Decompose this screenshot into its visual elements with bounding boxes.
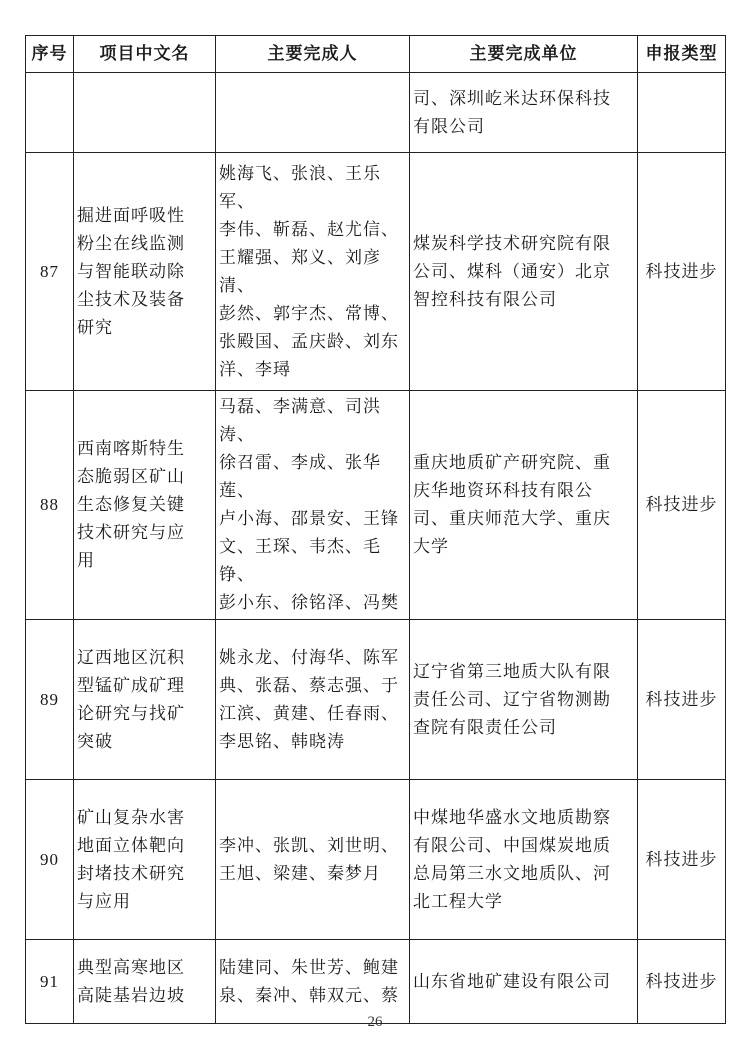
table-row	[26, 153, 726, 391]
row-application-type: 科技进步	[638, 620, 726, 780]
project-name-text: 矿山复杂水害 地面立体靶向 封堵技术研究 与应用	[77, 807, 185, 912]
row-contributors	[216, 391, 410, 620]
row-project-name	[74, 391, 216, 620]
row-units	[410, 620, 638, 780]
awards-table	[25, 35, 726, 1024]
contributors-text: 马磊、李满意、司洪涛、 徐召雷、李成、张华莲、 卢小海、邵景安、王锋 文、王琛、韦杰、毛铮、 彭小东、徐铭泽、冯樊	[219, 397, 399, 613]
units-text: 司、深圳屹米达环保科技 有限公司	[413, 88, 611, 137]
row-application-type: 科技进步	[638, 153, 726, 391]
row-application-type: 科技进步	[638, 940, 726, 1024]
header-project-name: 项目中文名	[74, 36, 216, 73]
table-row	[26, 940, 726, 1024]
row-project-name	[74, 153, 216, 391]
row-project-name	[74, 620, 216, 780]
project-name-text: 西南喀斯特生 态脆弱区矿山 生态修复关键 技术研究与应 用	[77, 439, 185, 571]
row-contributors	[216, 620, 410, 780]
row-serial-number: 87	[26, 153, 74, 391]
contributors-text: 姚海飞、张浪、王乐军、 李伟、靳磊、赵尤信、 王耀强、郑义、刘彦清、 彭然、郭宇杰、常博、 张殿国、孟庆龄、刘东 洋、李璕	[219, 163, 399, 380]
row-project-name	[74, 73, 216, 153]
table-row	[26, 391, 726, 620]
header-row	[26, 36, 726, 73]
row-project-name	[74, 780, 216, 940]
row-units	[410, 73, 638, 153]
row-serial-number: 89	[26, 620, 74, 780]
row-serial-number: 90	[26, 780, 74, 940]
row-serial-number: 88	[26, 391, 74, 620]
header-main-units: 主要完成单位	[410, 36, 638, 73]
table-header	[26, 36, 726, 73]
units-text: 中煤地华盛水文地质勘察 有限公司、中国煤炭地质 总局第三水文地质队、河 北工程大学	[413, 807, 611, 912]
row-units	[410, 153, 638, 391]
project-name-text: 典型高寒地区 高陡基岩边坡	[77, 957, 185, 1006]
row-contributors	[216, 780, 410, 940]
row-units	[410, 391, 638, 620]
header-serial-number: 序号	[26, 36, 74, 73]
table-row	[26, 620, 726, 780]
units-text: 煤炭科学技术研究院有限 公司、煤科（通安）北京 智控科技有限公司	[413, 233, 611, 310]
project-name-text: 辽西地区沉积 型锰矿成矿理 论研究与找矿 突破	[77, 647, 185, 752]
header-main-contributors: 主要完成人	[216, 36, 410, 73]
row-application-type	[638, 73, 726, 153]
row-serial-number	[26, 73, 74, 153]
contributors-text: 姚永龙、付海华、陈军 典、张磊、蔡志强、于 江滨、黄建、任春雨、 李思铭、韩晓涛	[219, 647, 399, 752]
table-row	[26, 780, 726, 940]
row-application-type: 科技进步	[638, 780, 726, 940]
contributors-text: 陆建同、朱世芳、鲍建 泉、秦冲、韩双元、蔡	[219, 957, 399, 1006]
row-units	[410, 780, 638, 940]
row-contributors	[216, 153, 410, 391]
units-text: 重庆地质矿产研究院、重 庆华地资环科技有限公 司、重庆师范大学、重庆 大学	[413, 453, 611, 557]
row-contributors	[216, 940, 410, 1024]
page-number: 26	[367, 1014, 383, 1030]
project-name-text: 掘进面呼吸性 粉尘在线监测 与智能联动除 尘技术及装备 研究	[77, 205, 185, 338]
header-application-type: 申报类型	[638, 36, 726, 73]
row-application-type: 科技进步	[638, 391, 726, 620]
row-units	[410, 940, 638, 1024]
contributors-text: 李冲、张凯、刘世明、 王旭、梁建、秦梦月	[219, 835, 399, 884]
row-serial-number: 91	[26, 940, 74, 1024]
row-contributors	[216, 73, 410, 153]
table-row	[26, 73, 726, 153]
row-project-name	[74, 940, 216, 1024]
units-text: 辽宁省第三地质大队有限 责任公司、辽宁省物测勘 查院有限责任公司	[413, 661, 611, 738]
units-text: 山东省地矿建设有限公司	[413, 971, 611, 992]
table-body	[26, 73, 726, 1024]
